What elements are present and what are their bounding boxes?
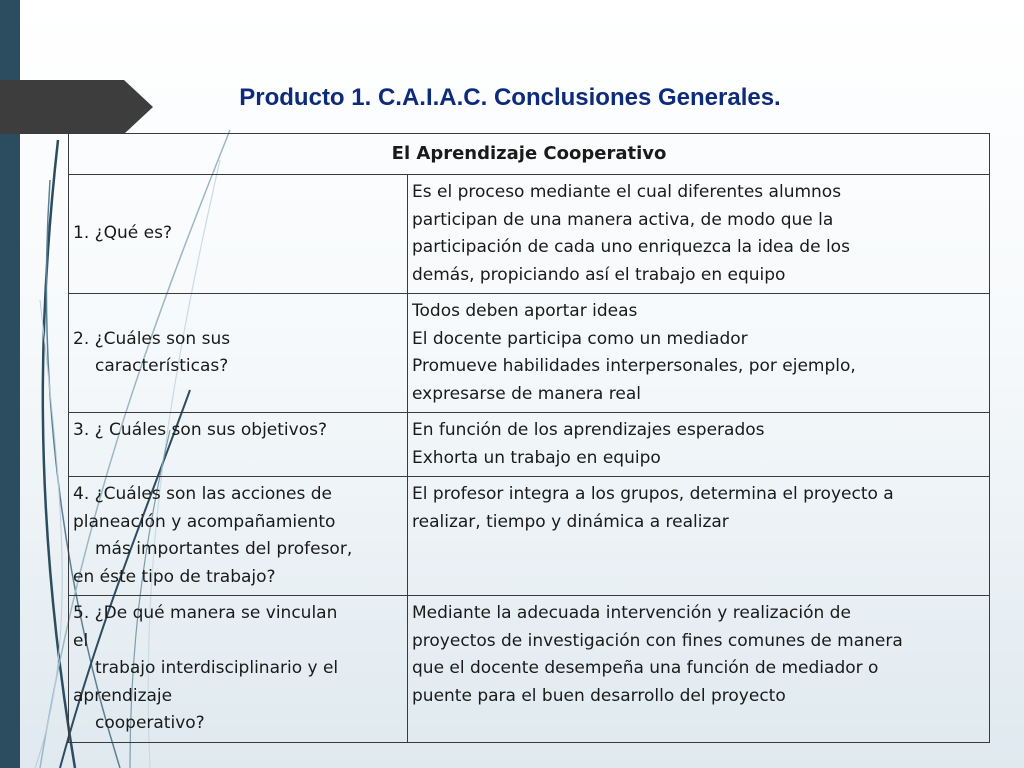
table-row: [69, 413, 990, 477]
question-line: aprendizaje: [73, 685, 173, 706]
cooperative-learning-table: [68, 133, 990, 743]
question-line: 1. ¿Qué es?: [73, 223, 173, 244]
answer-cell: [408, 175, 990, 294]
table-header-row: [69, 134, 990, 175]
question-line: características?: [95, 356, 229, 376]
table-row: [69, 294, 990, 413]
answer-line: Es el proceso mediante el cual diferentes alumnos: [412, 182, 842, 202]
question-cell: [69, 596, 408, 743]
question-cell: [69, 294, 408, 413]
answer-cell: [408, 596, 990, 743]
answer-cell: [408, 477, 990, 596]
question-line: en éste tipo de trabajo?: [73, 566, 276, 587]
question-line: planeación y acompañamiento: [73, 511, 336, 532]
answer-line: Promueve habilidades interpersonales, por ejemplo,: [412, 356, 856, 376]
answer-line: Exhorta un trabajo en equipo: [412, 447, 661, 468]
question-line: 3. ¿ Cuáles son sus objetivos?: [73, 420, 327, 440]
question-line: 2. ¿Cuáles son sus: [73, 328, 231, 349]
answer-cell: [408, 294, 990, 413]
slide-title: [0, 84, 1024, 112]
answer-line: proyectos de investigación con fines comunes de manera: [412, 630, 903, 651]
answer-line: que el docente desempeña una función de mediador o: [412, 658, 879, 678]
answer-line: Todos deben aportar ideas: [412, 301, 638, 321]
table-row: [69, 175, 990, 294]
answer-line: demás, propiciando así el trabajo en equipo: [412, 264, 786, 285]
question-line: trabajo interdisciplinario y el: [95, 658, 339, 678]
answer-line: expresarse de manera real: [412, 383, 641, 404]
answer-line: El profesor integra a los grupos, determina el proyecto a: [412, 484, 894, 504]
answer-line: En función de los aprendizajes esperados: [412, 420, 765, 440]
answer-line: El docente participa como un mediador: [412, 328, 748, 349]
table-row: [69, 477, 990, 596]
table-header: El Aprendizaje Cooperativo: [69, 134, 990, 175]
question-cell: [69, 413, 408, 477]
answer-line: realizar, tiempo y dinámica a realizar: [412, 511, 729, 532]
question-cell: [69, 175, 408, 294]
question-line: 4. ¿Cuáles son las acciones de: [73, 484, 332, 504]
question-line: cooperativo?: [95, 713, 205, 733]
answer-line: participación de cada uno enriquezca la idea de los: [412, 237, 850, 257]
table-row: [69, 596, 990, 743]
answer-line: Mediante la adecuada intervención y realización de: [412, 603, 851, 623]
answer-line: puente para el buen desarrollo del proyecto: [412, 685, 786, 706]
answer-cell: [408, 413, 990, 477]
question-line: el: [73, 630, 89, 651]
question-line: más importantes del profesor,: [95, 539, 353, 559]
answer-line: participan de una manera activa, de modo que la: [412, 209, 834, 230]
slide-title-text: Producto 1. C.A.I.A.C. Conclusiones Generales.: [239, 84, 781, 111]
question-line: 5. ¿De qué manera se vinculan: [73, 603, 338, 623]
question-cell: [69, 477, 408, 596]
